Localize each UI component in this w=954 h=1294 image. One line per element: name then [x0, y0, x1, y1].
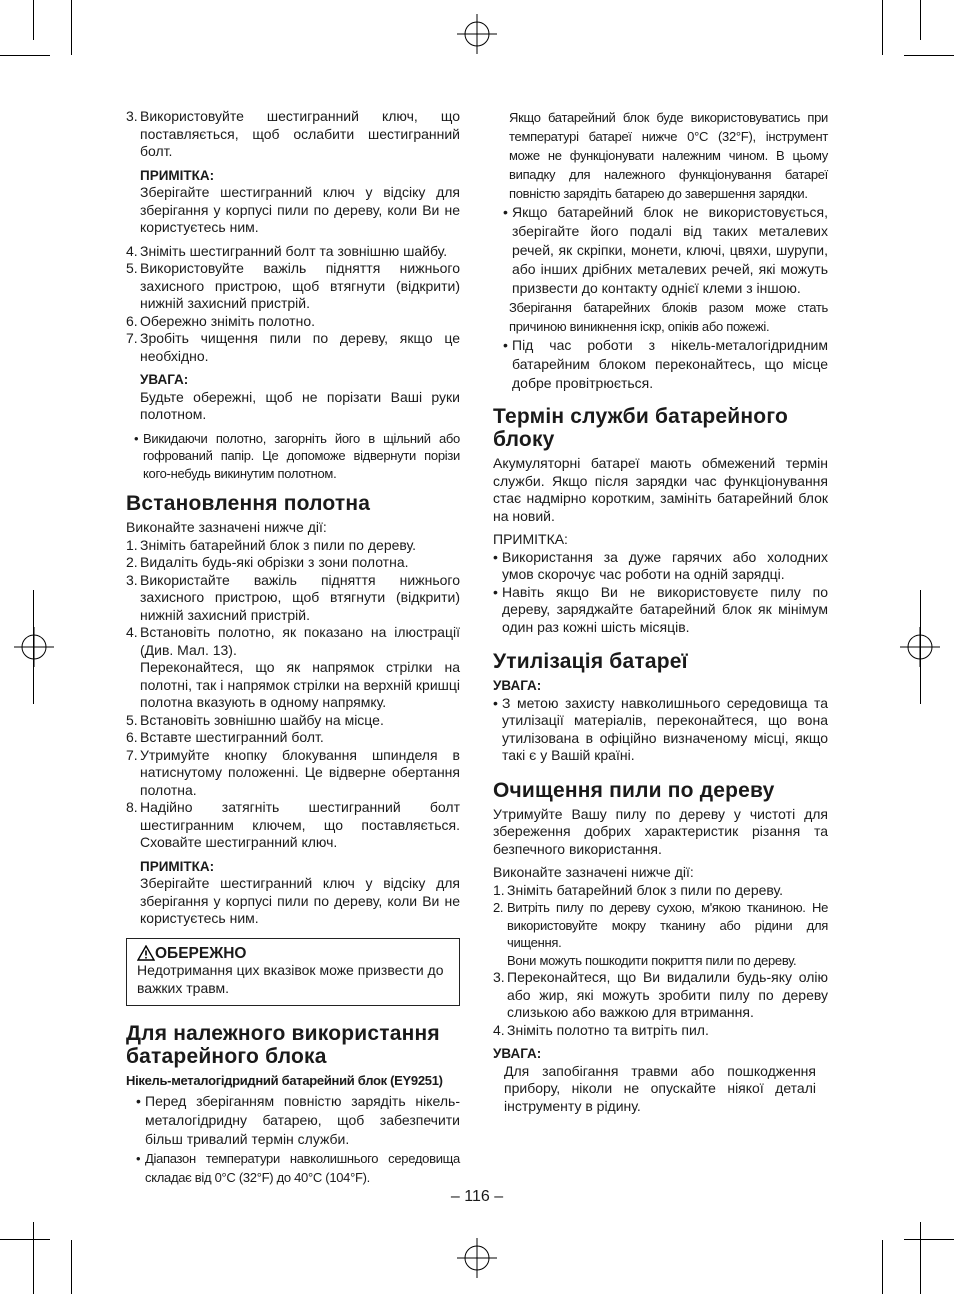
- life-text: Акумуляторні батареї мають обмежений термін служби. Якщо після зарядки час функціонування стає надмірно коротким, замініть батарейний блок на новий.: [493, 455, 828, 524]
- install-intro: Виконайте зазначені нижче дії:: [126, 519, 327, 535]
- step-4: 4. Зніміть шестигранний болт та зовнішню шайбу.: [126, 242, 448, 259]
- section-heading-proper-use: Для належного використання батарейного блока: [126, 1022, 440, 1068]
- crop-mark: [920, 1222, 921, 1294]
- paragraph-store: Зберігання батарейних блоків разом може стать причиною виникнення іскр, опіків або пожежі.: [509, 300, 828, 334]
- crop-mark: [920, 590, 921, 704]
- bullet-item: • З метою захисту навколишнього середовища та утилізації матеріалів, переконайтеся, що вона утилізована в офіційно визначеному місці, якщо такі є у Вашій країні.: [493, 694, 828, 763]
- caution-title: ОБЕРЕЖНО: [155, 944, 247, 962]
- bullet-item: • Використання за дуже гарячих або холодних умов скорочує час роботи на одній зарядці.: [493, 548, 828, 582]
- install-step-6: 6. Вставте шестигранний болт.: [126, 729, 324, 745]
- bullet-item: • Якщо батарейний блок не використовується, зберігайте його подалі від таких металевих речей, як скріпки, монети, ключі, цвяхи, шурупи, або інших дрібних металевих речей, які можуть призвести до контакту однієї клеми з іншою.: [503, 204, 828, 296]
- step-3: 3. Використовуйте шестигранний ключ, що поставляється, щоб ослабити шестигранний болт.: [126, 108, 460, 159]
- step-5: 5. Використовуйте важіль підняття нижнього захисного пристрою, щоб втягнути (відкрити) нижній захисний пристрій.: [126, 260, 460, 311]
- caution-text: Недотримання цих вказівок може призвести до важких травм.: [137, 962, 444, 996]
- clean-text: Утримуйте Вашу пилу по дереву у чистоті для збереження добрих характеристик різання та безпечного використання.: [493, 805, 828, 857]
- crop-mark: [904, 1239, 954, 1240]
- install-step-8: 8. Надійно затягніть шестигранний болт шестигранним ключем, що поставляється. Сховайте шестигранний ключ.: [126, 799, 460, 850]
- install-step-7: 7. Утримуйте кнопку блокування шпинделя в натиснутому положенні. Це відверне обертання полотна.: [126, 746, 460, 798]
- crop-mark: [0, 55, 50, 56]
- step-6: 6. Обережно зніміть полотно.: [126, 312, 315, 329]
- crop-mark: [71, 1240, 72, 1294]
- registration-target-icon: [457, 14, 497, 54]
- registration-target-icon: [14, 627, 54, 667]
- warning-text: Для запобігання травми або пошкодження прибору, ніколи не опускайте ніякої деталі інструменту в рідину.: [504, 1062, 816, 1114]
- clean-step-3: 3. Переконайтеся, що Ви видалили будь-яку олію або жир, які можуть зробити пилу по дереву слизькою або важкою для втримання.: [493, 969, 828, 1020]
- clean-step-1: 1. Зніміть батарейний блок з пили по дереву.: [493, 881, 784, 898]
- warning-text: Будьте обережні, щоб не порізати Ваші руки полотном.: [140, 388, 460, 422]
- section-heading-recycle: Утилізація батареї: [493, 650, 688, 673]
- clean-intro: Виконайте зазначені нижче дії:: [493, 864, 694, 880]
- note-label: ПРИМІТКА:: [140, 167, 215, 183]
- install-step-3: 3. Використайте важіль підняття нижнього захисного пристрою, щоб втягнути (відкрити) нижній захисний пристрій.: [126, 571, 460, 623]
- bullet-item: • Під час роботи з нікель-металогідридним батарейним блоком переконайтесь, що місце добре провітрюється.: [503, 337, 828, 391]
- crop-mark: [920, 0, 921, 40]
- subheading-nimh: Нікель-металогідридний батарейний блок (EY9251): [126, 1073, 443, 1088]
- note-label: ПРИМІТКА:: [140, 858, 215, 874]
- bullet-item: • Навіть якщо Ви не використовуєте пилу по дереву, заряджайте батарейний блок як мінімум один раз кожні шість місяців.: [493, 583, 828, 635]
- warning-label: УВАГА:: [493, 1046, 542, 1061]
- crop-mark: [33, 0, 34, 40]
- bullet-item: • Викидаючи полотно, загорніть його в щільний або гофрований папір. Це допоможе відвернути порізи кого-небудь викинутим полотном.: [134, 430, 460, 481]
- crop-mark: [882, 0, 883, 55]
- crop-mark: [71, 0, 72, 55]
- left-column: [126, 108, 460, 1187]
- section-heading-life: Термін служби батарейного блоку: [493, 405, 789, 451]
- clean-step-4: 4. Зніміть полотно та витріть пил.: [493, 1021, 709, 1038]
- crop-mark: [882, 1240, 883, 1294]
- clean-step-2: 2. Витріть пилу по дереву сухою, м'якою тканиною. Не використовуйте мокру тканину або рідини для чищення. Вони можуть пошкодити покриття пили по дереву.: [493, 900, 828, 968]
- warning-label: УВАГА:: [140, 372, 189, 387]
- paragraph-cold: Якщо батарейний блок буде використовуватись при температурі батареї нижче 0°C (32°F), інструмент може не функціонувати належним чином. В цьому випадку для належного функціонування батареї повністю зарядіть батарею до завершення зарядки.: [509, 110, 828, 201]
- crop-mark: [33, 1222, 34, 1294]
- note-text: Зберігайте шестигранний ключ у відсіку для зберігання у корпусі пили по дереву, коли Ви не користуєтесь ним.: [140, 875, 460, 926]
- warning-triangle-icon: [137, 945, 155, 961]
- right-column: [493, 108, 828, 1115]
- caution-box: [126, 938, 460, 1007]
- install-step-1: 1. Зніміть батарейний блок з пили по дереву.: [126, 536, 417, 553]
- note-text: Зберігайте шестигранний ключ у відсіку для зберігання у корпусі пили по дереву, коли Ви не користуєтесь ним.: [140, 184, 460, 235]
- bullet-item: • Діапазон температури навколишнього середовища складає від 0°C (32°F) до 40°C (104°F).: [136, 1150, 460, 1185]
- install-step-2: 2. Видаліть будь-які обрізки з зони полотна.: [126, 554, 409, 570]
- page-number: – 116 –: [450, 1188, 504, 1205]
- crop-mark: [904, 55, 954, 56]
- warning-label: УВАГА:: [493, 678, 542, 693]
- note-label: ПРИМІТКА:: [493, 531, 568, 547]
- crop-mark: [33, 590, 34, 704]
- registration-target-icon: [457, 1238, 497, 1278]
- section-heading-install: Встановлення полотна: [126, 492, 371, 515]
- install-step-4: 4. Встановіть полотно, як показано на ілюстрації (Див. Мал. 13). Переконайтеся, що як напрямок стрілки на полотні, так і напрямок стрілки на верхній кришці полотна вказують в одному напрямку.: [126, 624, 460, 710]
- step-7: 7. Зробіть чищення пили по дереву, якщо це необхідно.: [126, 330, 460, 364]
- install-step-5: 5. Встановіть зовнішню шайбу на місце.: [126, 711, 384, 728]
- bullet-item: • Перед зберіганням повністю зарядіть нікель-металогідридну батарею, щоб забезпечити більш тривалий термін служби.: [136, 1092, 460, 1147]
- crop-mark: [0, 1239, 50, 1240]
- section-heading-cleaning: Очищення пили по дереву: [493, 778, 775, 802]
